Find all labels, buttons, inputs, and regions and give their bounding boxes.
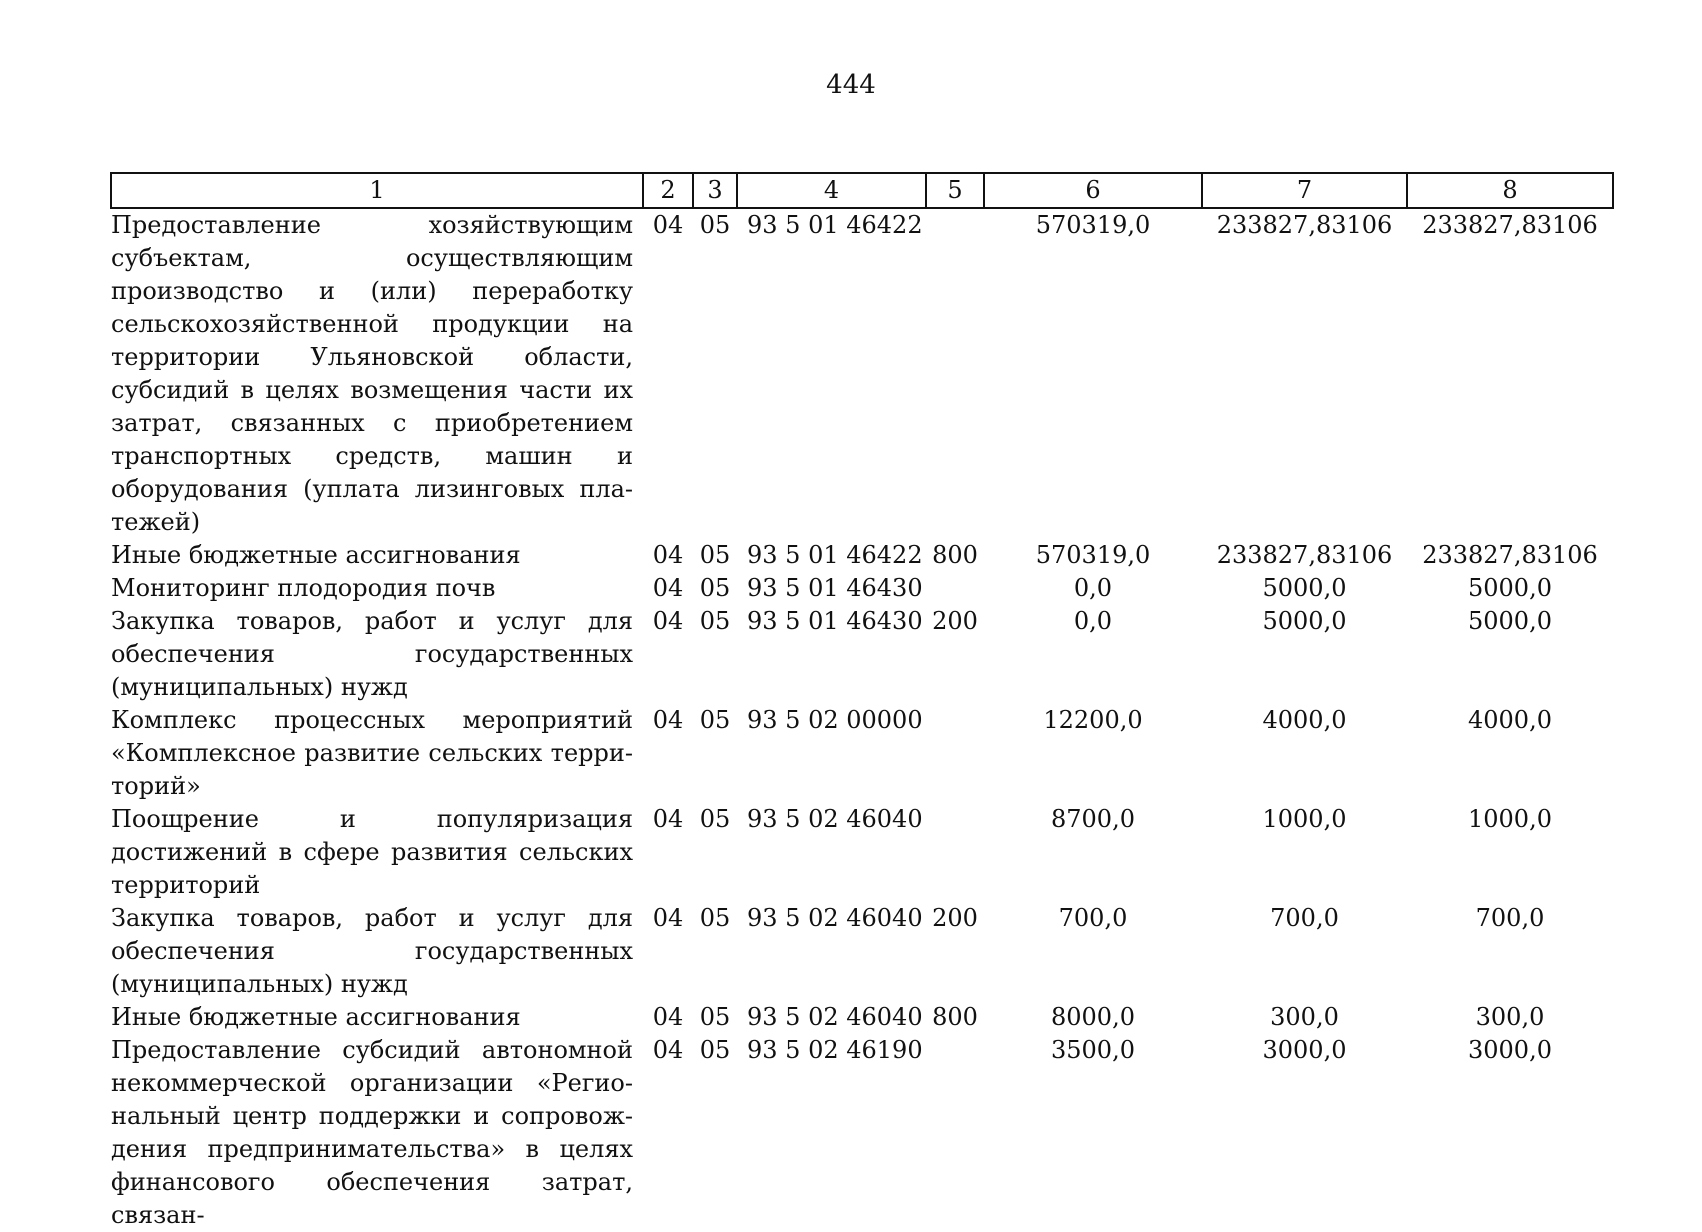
- table-row: [111, 704, 1613, 803]
- row-subsection: 05: [699, 1003, 731, 1031]
- row-subsection: 05: [699, 607, 731, 635]
- row-value-6: 570319,0: [1035, 211, 1151, 239]
- row-name: Закупка товаров, работ и услуг для обеспечения государственных (муниципальных) нужд: [111, 607, 633, 701]
- row-expense-type: 800: [932, 1003, 978, 1031]
- table-row: [111, 208, 1613, 539]
- table-row: [111, 539, 1613, 572]
- row-section: 04: [652, 1003, 684, 1031]
- row-name: Поощрение и популяризация достижений в сфере развития сельских территорий: [111, 805, 633, 899]
- table-row: [111, 902, 1613, 1001]
- row-value-8: 233827,83106: [1422, 211, 1598, 239]
- page-number: 444: [826, 70, 876, 100]
- row-value-7: 1000,0: [1262, 805, 1347, 833]
- column-header-2: 2: [643, 173, 693, 208]
- row-name: Комплекс процессных мероприятий «Комплексное развитие сельских территорий»: [111, 706, 633, 800]
- table-row: [111, 605, 1613, 704]
- row-target-code: 93 5 01 46430: [747, 574, 923, 602]
- row-value-8: 5000,0: [1468, 574, 1552, 602]
- table-body: [111, 208, 1613, 1232]
- column-header-6: 6: [984, 173, 1202, 208]
- row-value-6: 12200,0: [1043, 706, 1143, 734]
- row-value-8: 1000,0: [1468, 805, 1552, 833]
- row-section: 04: [652, 211, 684, 239]
- row-name: Закупка товаров, работ и услуг для обеспечения государственных (муниципальных) нужд: [111, 904, 633, 998]
- row-value-8: 300,0: [1475, 1003, 1545, 1031]
- row-section: 04: [652, 607, 684, 635]
- row-subsection: 05: [699, 904, 731, 932]
- row-subsection: 05: [699, 574, 731, 602]
- row-section: 04: [652, 904, 684, 932]
- row-value-7: 233827,83106: [1216, 211, 1393, 239]
- row-value-7: 233827,83106: [1216, 541, 1393, 569]
- row-value-6: 3500,0: [1051, 1036, 1135, 1064]
- row-name: Иные бюджетные ассигнования: [111, 1003, 521, 1031]
- column-header-3: 3: [693, 173, 737, 208]
- row-expense-type: [926, 803, 984, 902]
- row-value-7: 4000,0: [1262, 706, 1347, 734]
- row-subsection: 05: [699, 211, 731, 239]
- row-value-6: 700,0: [1058, 904, 1128, 932]
- row-value-8: 5000,0: [1468, 607, 1552, 635]
- row-name: Мониторинг плодородия почв: [111, 574, 496, 602]
- table-row: [111, 1034, 1613, 1232]
- table-row: [111, 1001, 1613, 1034]
- row-section: 04: [652, 541, 684, 569]
- row-value-7: 5000,0: [1262, 574, 1347, 602]
- row-subsection: 05: [699, 805, 731, 833]
- table-row: [111, 803, 1613, 902]
- row-value-7: 300,0: [1270, 1003, 1339, 1031]
- column-header-5: 5: [926, 173, 984, 208]
- row-value-6: 8700,0: [1051, 805, 1135, 833]
- row-expense-type: [926, 704, 984, 803]
- row-section: 04: [652, 1036, 684, 1064]
- row-target-code: 93 5 01 46422: [747, 541, 923, 569]
- row-subsection: 05: [699, 541, 731, 569]
- row-name: Предоставление хозяйствующим субъектам, осуществляющим производство и (или) переработку сельскохозяйственной продукции на территории Ульяновской области, субсидий в целях возмещения части их затрат, связанных с приобретением транспортных средств, машин и оборудования (уплата лизинговых платежей): [111, 211, 633, 536]
- table-header: [111, 173, 1613, 208]
- row-value-6: 570319,0: [1035, 541, 1151, 569]
- row-value-6: 8000,0: [1051, 1003, 1135, 1031]
- row-expense-type: 200: [932, 607, 978, 635]
- column-header-7: 7: [1202, 173, 1407, 208]
- row-value-7: 5000,0: [1262, 607, 1347, 635]
- row-value-8: 4000,0: [1468, 706, 1552, 734]
- row-expense-type: [926, 208, 984, 539]
- row-value-6: 0,0: [1073, 574, 1113, 602]
- row-value-7: 700,0: [1270, 904, 1339, 932]
- row-section: 04: [652, 805, 684, 833]
- row-expense-type: 200: [932, 904, 978, 932]
- row-target-code: 93 5 02 00000: [747, 706, 923, 734]
- row-subsection: 05: [699, 1036, 731, 1064]
- row-value-8: 233827,83106: [1422, 541, 1598, 569]
- row-target-code: 93 5 02 46040: [747, 805, 923, 833]
- column-header-4: 4: [737, 173, 926, 208]
- row-value-8: 3000,0: [1468, 1036, 1552, 1064]
- row-name: Предоставление субсидий автономной некоммерческой организации «Региональный центр поддержки и сопровождения предпринимательства» в целях финансового обеспечения затрат, связан-: [111, 1036, 633, 1229]
- table-row: [111, 572, 1613, 605]
- row-section: 04: [652, 706, 684, 734]
- row-subsection: 05: [699, 706, 731, 734]
- column-header-1: 1: [111, 173, 643, 208]
- row-value-7: 3000,0: [1262, 1036, 1347, 1064]
- row-target-code: 93 5 02 46040: [747, 904, 923, 932]
- row-expense-type: 800: [932, 541, 978, 569]
- row-target-code: 93 5 02 46040: [747, 1003, 923, 1031]
- row-expense-type: [926, 1034, 984, 1232]
- row-target-code: 93 5 01 46422: [747, 211, 923, 239]
- row-value-8: 700,0: [1475, 904, 1545, 932]
- column-header-8: 8: [1407, 173, 1613, 208]
- row-value-6: 0,0: [1073, 607, 1113, 635]
- header-row: [111, 173, 1613, 208]
- budget-table: [110, 172, 1614, 1232]
- row-target-code: 93 5 02 46190: [747, 1036, 923, 1064]
- row-expense-type: [926, 572, 984, 605]
- row-target-code: 93 5 01 46430: [747, 607, 923, 635]
- row-section: 04: [652, 574, 684, 602]
- row-name: Иные бюджетные ассигнования: [111, 541, 521, 569]
